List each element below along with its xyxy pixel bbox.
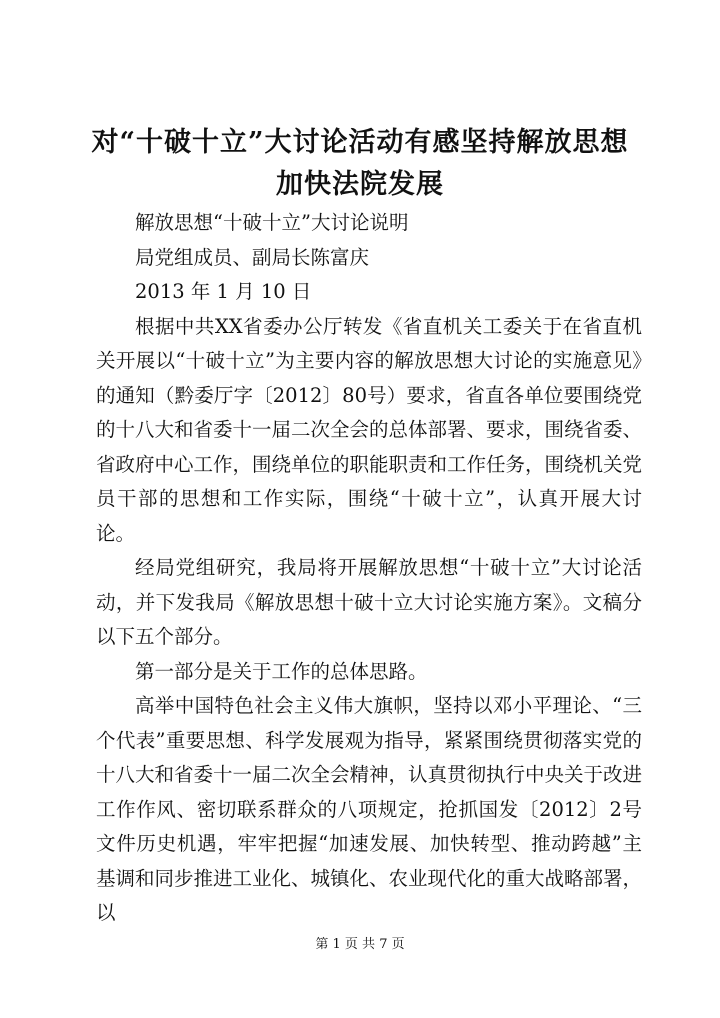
document-title (60, 122, 660, 206)
document-body (96, 206, 642, 931)
body-paragraph: 高举中国特色社会主义伟大旗帜，坚持以邓小平理论、“三个代表”重要思想、科学发展观为指导，紧紧围绕贯彻落实党的十八大和省委十一届二次全会精神，认真贯彻执行中央关于改进工作作风、密切联系群众的八项规定，抢抓国发〔2012〕2号文件历史机遇，牢牢把握“加速发展、加快转型、推动跨越”主基调和同步推进工业化、城镇化、农业现代化的重大战略部署，以 (96, 694, 643, 924)
page-number-footer: 第 1 页 共 7 页 (315, 937, 405, 952)
body-paragraph: 根据中共XX省委办公厅转发《省直机关工委关于在省直机关开展以“十破十立”为主要内容的解放思想大讨论的实施意见》的通知（黔委厅字〔2012〕80号）要求，省直各单位要围绕党的十八大和省委十一届二次全会的总体部署、要求，围绕省委、省政府中心工作，围绕单位的职能职责和工作任务，围绕机关党员干部的思想和工作实际，围绕“十破十立”，认真开展大讨论。 (96, 314, 643, 545)
section-heading: 第一部分是关于工作的总体思路。 (135, 659, 428, 683)
date-line: 2013 年 1 月 10 日 (135, 280, 312, 303)
title-line-1: 对“十破十立”大讨论活动有感坚持解放思想 (91, 127, 629, 158)
author-line: 局党组成员、副局长陈富庆 (135, 245, 370, 269)
subtitle: 解放思想“十破十立”大讨论说明 (135, 211, 409, 234)
title-line-2: 加快法院发展 (276, 169, 444, 200)
body-paragraph: 经局党组研究，我局将开展解放思想“十破十立”大讨论活动，并下发我局《解放思想十破十立大讨论实施方案》。文稿分以下五个部分。 (96, 556, 642, 648)
